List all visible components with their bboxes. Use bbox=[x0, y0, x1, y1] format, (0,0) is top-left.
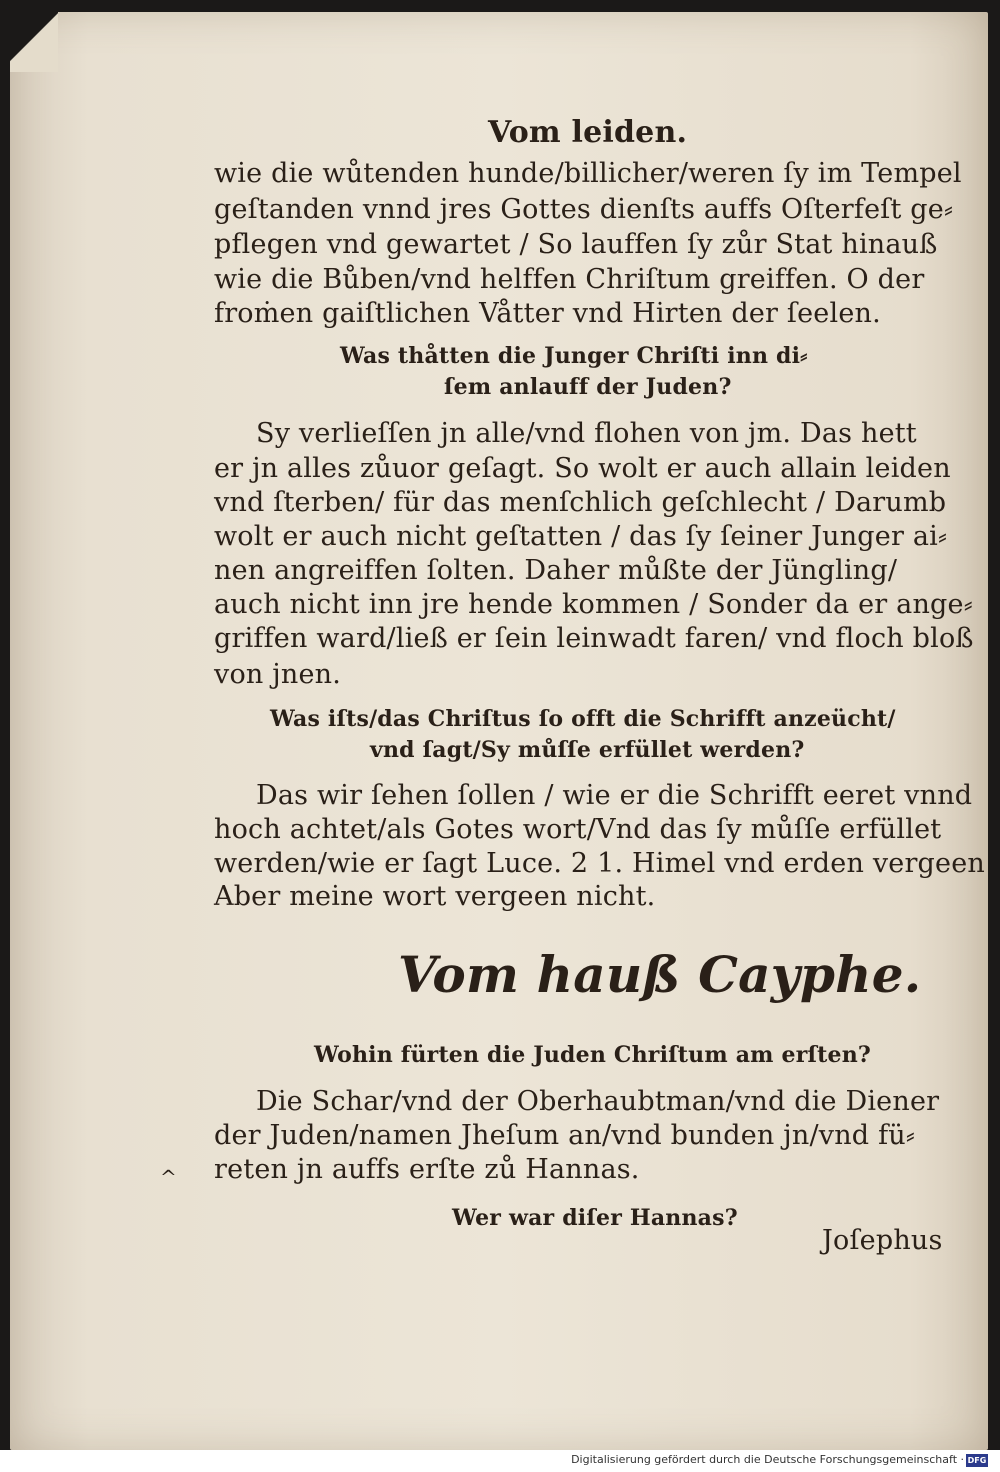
para3-line: Das wir ſehen ſollen / wie er die Schrifft eeret vnnd bbox=[256, 780, 973, 811]
para3-line: Aber meine wort vergeen nicht. bbox=[214, 881, 656, 912]
para2-line: auch nicht inn jre hende kommen / Sonder da er ange⸗ bbox=[214, 589, 973, 620]
running-head: Vom leiden. bbox=[488, 115, 688, 150]
para3-line: hoch achtet/als Gotes wort/Vnd das ſy můſſe erfüllet bbox=[214, 814, 942, 845]
dfg-logo: DFG bbox=[967, 1456, 987, 1465]
para1-line: froṁen gaiſtlichen Våtter vnd Hirten der ſeelen. bbox=[214, 298, 881, 329]
footer-credit: Digitalisierung gefördert durch die Deutsche Forschungsgemeinschaft · bbox=[571, 1453, 964, 1466]
para1-line: pflegen vnd gewartet / So lauffen ſy zůr Stat hinauß bbox=[214, 229, 938, 260]
para2-line: griffen ward/ließ er ſein leinwadt faren/ vnd floch bloß bbox=[214, 623, 974, 654]
section-title: Vom hauß Cayphe. bbox=[398, 945, 922, 1004]
question-heading: vnd ſagt/Sy můſſe erfüllet werden? bbox=[370, 737, 805, 763]
question-heading: ſem anlauff der Juden? bbox=[444, 374, 732, 400]
para3-line: werden/wie er ſagt Luce. 2 1. Himel vnd erden vergeen bbox=[214, 848, 985, 879]
para1-line: wie die Bůben/vnd helffen Chriſtum greiffen. O der bbox=[214, 264, 925, 295]
page-corner-fold bbox=[10, 12, 58, 72]
para2-line: von jnen. bbox=[214, 659, 341, 690]
para4-line: der Juden/namen Jheſum an/vnd bunden jn/vnd fü⸗ bbox=[214, 1120, 916, 1151]
para1-line: geſtanden vnnd jres Gottes dienſts auffs Oſterfeſt ge⸗ bbox=[214, 194, 954, 225]
para2-line: er jn alles zůuor geſagt. So wolt er auch allain leiden bbox=[214, 453, 951, 484]
para2-line: vnd ſterben/ für das menſchlich geſchlecht / Darumb bbox=[214, 487, 947, 518]
catchword: Joſephus bbox=[822, 1225, 943, 1256]
para1-line: wie die wůtenden hunde/billicher/weren ſy im Tempel bbox=[214, 158, 962, 189]
question-heading: Was thåtten die Junger Chriſti inn di⸗ bbox=[340, 343, 808, 369]
para2-line: Sy verlieſſen jn alle/vnd flohen von jm. Das hett bbox=[256, 418, 917, 449]
para4-line: reten jn auffs erſte zů Hannas. bbox=[214, 1154, 640, 1185]
question-heading: Was iſts/das Chriſtus ſo offt die Schrifft anzeücht/ bbox=[270, 706, 896, 732]
para4-line: Die Schar/vnd der Oberhaubtman/vnd die Diener bbox=[256, 1086, 940, 1117]
question-heading: Wohin fürten die Juden Chriſtum am erſten? bbox=[314, 1042, 871, 1068]
para2-line: wolt er auch nicht geſtatten / das ſy ſeiner Junger ai⸗ bbox=[214, 521, 948, 552]
para2-line: nen angreiffen ſolten. Daher můßte der Jüngling/ bbox=[214, 555, 898, 586]
margin-mark: ^ bbox=[160, 1165, 177, 1189]
question-heading: Wer war diſer Hannas? bbox=[452, 1205, 738, 1231]
